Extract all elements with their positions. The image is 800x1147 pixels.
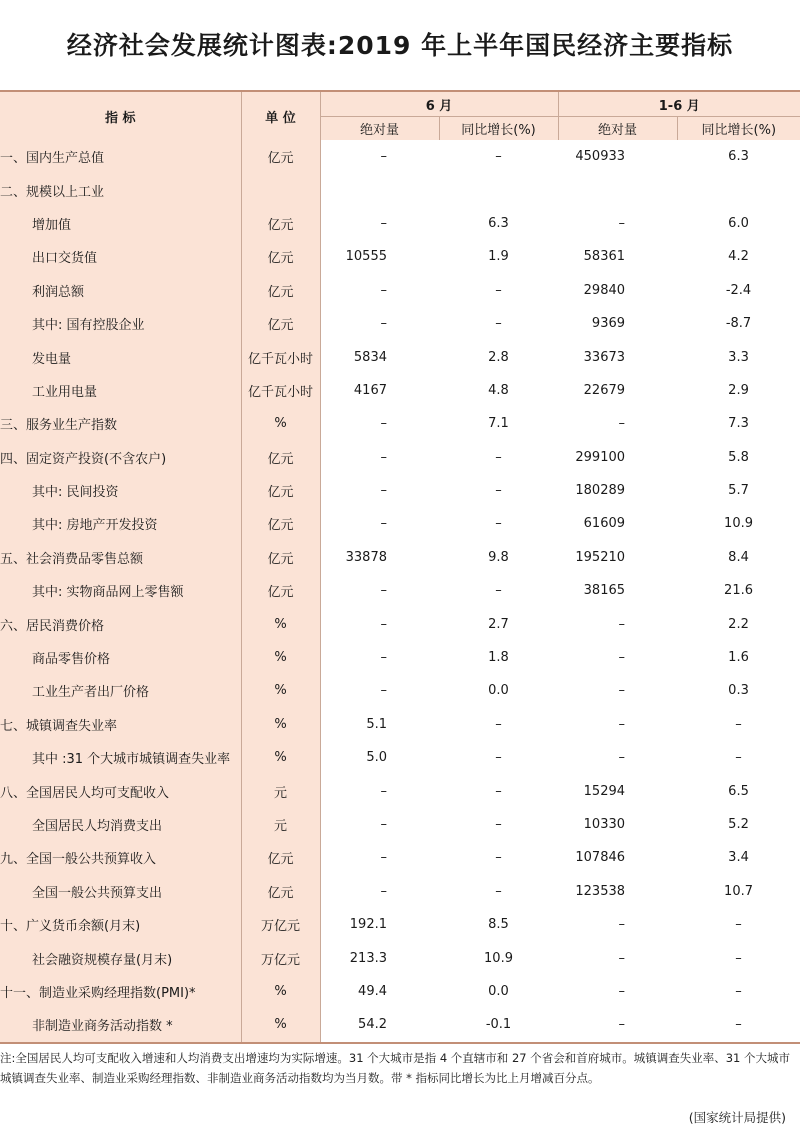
- ytd-absolute: 195210: [575, 549, 626, 565]
- ytd-yoy: –: [735, 983, 742, 999]
- ytd-yoy: 21.6: [724, 583, 753, 599]
- table-row: [0, 140, 800, 173]
- indicator-name: 十一、制造业采购经理指数(PMI)*: [0, 975, 241, 1008]
- june-yoy: –: [495, 149, 502, 165]
- june-absolute: –: [380, 516, 387, 532]
- table-row: [0, 307, 800, 340]
- ytd-yoy: [677, 173, 800, 206]
- indicator-name: 发电量: [0, 340, 241, 373]
- june-yoy: 6.3: [488, 215, 509, 231]
- ytd-yoy: –: [677, 1008, 800, 1042]
- june-yoy: 0.0: [488, 983, 509, 999]
- ytd-yoy: 2.9: [728, 382, 749, 398]
- ytd-absolute: 22679: [583, 382, 626, 398]
- ytd-yoy: –: [735, 917, 742, 933]
- indicator-unit: 亿元: [241, 507, 320, 540]
- header-ytd: 1-6 月: [558, 91, 800, 117]
- ytd-absolute: 29840: [583, 282, 626, 298]
- ytd-yoy: 3.4: [728, 850, 749, 866]
- header-indicator: 指 标: [0, 91, 241, 140]
- june-absolute: 5.1: [366, 716, 387, 732]
- table-row: [0, 374, 800, 407]
- table-row: [0, 607, 800, 640]
- ytd-absolute: –: [558, 1008, 677, 1042]
- table-row: [0, 340, 800, 373]
- indicator-name: 工业用电量: [0, 374, 241, 407]
- june-yoy: 2.7: [488, 616, 509, 632]
- footnote: 注:全国居民人均可支配收入增速和人均消费支出增速均为实际增速。31 个大城市是指 4 个直辖市和 27 个省会和首府城市。城镇调查失业率、31 个大城市城镇调查失业率、制造业采购经理指数、非制造业商务活动指数均为当月数。带 * 指标同比增长为比上月增减百分点。: [0, 1051, 791, 1085]
- indicator-unit: 万亿元: [241, 941, 320, 974]
- ytd-absolute: –: [618, 683, 626, 699]
- indicator-unit: 亿元: [241, 875, 320, 908]
- ytd-yoy: 6.3: [728, 149, 749, 165]
- june-absolute: 49.4: [358, 983, 387, 999]
- indicator-table: [0, 90, 800, 1044]
- june-yoy: –: [495, 750, 502, 766]
- table-row: [0, 875, 800, 908]
- indicator-unit: %: [241, 741, 320, 774]
- table-row: [0, 674, 800, 707]
- indicator-unit: 万亿元: [241, 908, 320, 941]
- table-row: [0, 474, 800, 507]
- june-yoy: 10.9: [484, 950, 513, 966]
- indicator-name: 非制造业商务活动指数 *: [0, 1008, 241, 1042]
- june-absolute: –: [380, 783, 387, 799]
- ytd-absolute: –: [618, 215, 626, 231]
- table-row: [0, 541, 800, 574]
- june-absolute: 5.0: [366, 750, 387, 766]
- ytd-absolute: 38165: [583, 583, 626, 599]
- ytd-yoy: 10.9: [724, 516, 753, 532]
- indicator-unit: 亿元: [241, 841, 320, 874]
- ytd-absolute: 180289: [575, 483, 626, 499]
- table-row: [0, 908, 800, 941]
- june-yoy: –: [495, 817, 502, 832]
- indicator-unit: 元: [241, 774, 320, 807]
- header-june: 6 月: [320, 91, 558, 117]
- indicator-unit: %: [241, 407, 320, 440]
- header-unit: 单 位: [241, 91, 320, 140]
- ytd-yoy: 7.3: [728, 416, 749, 432]
- june-absolute: 54.2: [320, 1008, 439, 1042]
- indicator-name: 七、城镇调查失业率: [0, 708, 241, 741]
- ytd-yoy: -2.4: [725, 282, 752, 298]
- june-yoy: 4.8: [488, 382, 509, 398]
- indicator-name: 其中: 实物商品网上零售额: [0, 574, 241, 607]
- june-absolute: 10555: [345, 249, 387, 265]
- ytd-yoy: –: [735, 950, 742, 966]
- june-absolute: 192.1: [349, 917, 387, 933]
- ytd-yoy: 10.7: [724, 883, 753, 899]
- ytd-absolute: 299100: [575, 449, 626, 465]
- june-yoy: 1.8: [488, 650, 509, 666]
- indicator-name: 出口交货值: [0, 240, 241, 273]
- ytd-absolute: –: [618, 750, 626, 766]
- table-row: [0, 574, 800, 607]
- table-row: [0, 240, 800, 273]
- june-absolute: 4167: [353, 382, 387, 398]
- june-yoy: –: [495, 883, 502, 899]
- ytd-absolute: 10330: [583, 817, 626, 832]
- june-yoy: 9.8: [488, 549, 509, 565]
- june-yoy: –: [495, 583, 502, 599]
- ytd-absolute: –: [618, 716, 626, 732]
- ytd-absolute: –: [618, 983, 626, 999]
- june-absolute: 33878: [345, 549, 387, 565]
- june-yoy: 8.5: [488, 917, 509, 933]
- table-row: [0, 975, 800, 1008]
- ytd-yoy: 3.3: [728, 349, 749, 365]
- indicator-unit: %: [241, 975, 320, 1008]
- ytd-yoy: –: [735, 716, 742, 732]
- ytd-absolute: –: [618, 650, 626, 666]
- indicator-unit: 亿元: [241, 307, 320, 340]
- indicator-name: 五、社会消费品零售总额: [0, 541, 241, 574]
- indicator-name: 其中: 房地产开发投资: [0, 507, 241, 540]
- june-yoy: [439, 173, 558, 206]
- header-ytd-absolute: 绝对量: [558, 117, 677, 141]
- june-absolute: [320, 173, 439, 206]
- indicator-name: 九、全国一般公共预算收入: [0, 841, 241, 874]
- june-absolute: –: [380, 583, 387, 599]
- june-yoy: 2.8: [488, 349, 509, 365]
- june-yoy: 0.0: [488, 683, 509, 699]
- table-row: [0, 173, 800, 206]
- ytd-absolute: 58361: [583, 249, 626, 265]
- june-absolute: –: [380, 817, 387, 832]
- indicator-name: 社会融资规模存量(月末): [0, 941, 241, 974]
- table-row: [0, 641, 800, 674]
- june-yoy: –: [495, 316, 502, 332]
- june-yoy: 1.9: [488, 249, 509, 265]
- june-absolute: –: [380, 883, 387, 899]
- table-row: [0, 741, 800, 774]
- june-yoy: –: [495, 516, 502, 532]
- indicator-unit: 亿元: [241, 541, 320, 574]
- indicator-unit: 亿元: [241, 274, 320, 307]
- ytd-yoy: 5.7: [728, 483, 749, 499]
- june-yoy: -0.1: [439, 1008, 558, 1042]
- indicator-unit: 亿元: [241, 441, 320, 474]
- june-absolute: –: [380, 616, 387, 632]
- ytd-absolute: –: [618, 950, 626, 966]
- table-row: [0, 841, 800, 874]
- indicator-name: 四、固定资产投资(不含农户): [0, 441, 241, 474]
- june-yoy: –: [495, 483, 502, 499]
- indicator-unit: 亿元: [241, 574, 320, 607]
- indicator-name: 利润总额: [0, 274, 241, 307]
- indicator-name: 其中 :31 个大城市城镇调查失业率: [0, 741, 241, 774]
- table-row: [0, 407, 800, 440]
- ytd-yoy: 4.2: [728, 249, 749, 265]
- june-absolute: –: [380, 683, 387, 699]
- table-row: [0, 274, 800, 307]
- ytd-absolute: 107846: [575, 850, 626, 866]
- table-row: [0, 808, 800, 841]
- ytd-absolute: –: [618, 917, 626, 933]
- table-row: [0, 708, 800, 741]
- ytd-yoy: 6.5: [728, 783, 749, 799]
- indicator-name: 三、服务业生产指数: [0, 407, 241, 440]
- june-absolute: –: [380, 650, 387, 666]
- indicator-unit: 元: [241, 808, 320, 841]
- june-absolute: –: [380, 316, 387, 332]
- page-title: 经济社会发展统计图表:2019 年上半年国民经济主要指标: [66, 31, 734, 60]
- table-row: [0, 1008, 800, 1042]
- indicator-unit: 亿千瓦小时: [241, 340, 320, 373]
- indicator-name: 八、全国居民人均可支配收入: [0, 774, 241, 807]
- ytd-absolute: –: [618, 616, 626, 632]
- ytd-yoy: 1.6: [728, 650, 749, 666]
- header-june-yoy: 同比增长(%): [439, 117, 558, 141]
- indicator-unit: %: [241, 641, 320, 674]
- june-yoy: –: [495, 282, 502, 298]
- june-absolute: 5834: [353, 349, 387, 365]
- indicator-unit: %: [241, 708, 320, 741]
- june-absolute: 213.3: [349, 950, 387, 966]
- june-yoy: –: [495, 850, 502, 866]
- indicator-name: 其中: 民间投资: [0, 474, 241, 507]
- ytd-absolute: 450933: [575, 149, 626, 165]
- june-absolute: –: [380, 215, 387, 231]
- ytd-yoy: 2.2: [728, 616, 749, 632]
- ytd-absolute: 33673: [583, 349, 626, 365]
- june-absolute: –: [380, 449, 387, 465]
- ytd-yoy: 0.3: [728, 683, 749, 699]
- june-yoy: –: [495, 783, 502, 799]
- june-absolute: –: [380, 149, 387, 165]
- indicator-name: 全国居民人均消费支出: [0, 808, 241, 841]
- ytd-yoy: 5.2: [728, 817, 749, 832]
- indicator-unit: 亿元: [241, 207, 320, 240]
- indicator-unit: 亿千瓦小时: [241, 374, 320, 407]
- june-yoy: –: [495, 449, 502, 465]
- june-yoy: 7.1: [488, 416, 509, 432]
- indicator-name: 工业生产者出厂价格: [0, 674, 241, 707]
- indicator-name: 六、居民消费价格: [0, 607, 241, 640]
- ytd-absolute: [558, 173, 677, 206]
- indicator-name: 其中: 国有控股企业: [0, 307, 241, 340]
- ytd-yoy: -8.7: [725, 316, 752, 332]
- indicator-unit: 亿元: [241, 140, 320, 173]
- indicator-unit: [241, 173, 320, 206]
- table-row: [0, 507, 800, 540]
- source-credit: (国家统计局提供): [688, 1110, 786, 1125]
- table-row: [0, 774, 800, 807]
- ytd-absolute: 61609: [583, 516, 626, 532]
- june-absolute: –: [380, 850, 387, 866]
- ytd-yoy: 5.8: [728, 449, 749, 465]
- ytd-yoy: –: [735, 750, 742, 766]
- indicator-name: 增加值: [0, 207, 241, 240]
- ytd-absolute: 9369: [591, 316, 626, 332]
- table-row: [0, 441, 800, 474]
- indicator-name: 十、广义货币余额(月末): [0, 908, 241, 941]
- indicator-unit: %: [241, 674, 320, 707]
- indicator-unit: 亿元: [241, 474, 320, 507]
- june-absolute: –: [380, 483, 387, 499]
- indicator-name: 商品零售价格: [0, 641, 241, 674]
- ytd-absolute: 15294: [583, 783, 626, 799]
- indicator-name: 二、规模以上工业: [0, 173, 241, 206]
- ytd-absolute: 123538: [575, 883, 626, 899]
- june-absolute: –: [380, 282, 387, 298]
- ytd-absolute: –: [618, 416, 626, 432]
- table-row: [0, 941, 800, 974]
- indicator-unit: %: [241, 607, 320, 640]
- june-yoy: –: [495, 716, 502, 732]
- june-absolute: –: [380, 416, 387, 432]
- ytd-yoy: 6.0: [728, 215, 749, 231]
- header-ytd-yoy: 同比增长(%): [677, 117, 800, 141]
- indicator-unit: 亿元: [241, 240, 320, 273]
- indicator-name: 全国一般公共预算支出: [0, 875, 241, 908]
- header-june-absolute: 绝对量: [320, 117, 439, 141]
- table-row: [0, 207, 800, 240]
- indicator-name: 一、国内生产总值: [0, 140, 241, 173]
- indicator-unit: %: [241, 1008, 320, 1042]
- ytd-yoy: 8.4: [728, 549, 749, 565]
